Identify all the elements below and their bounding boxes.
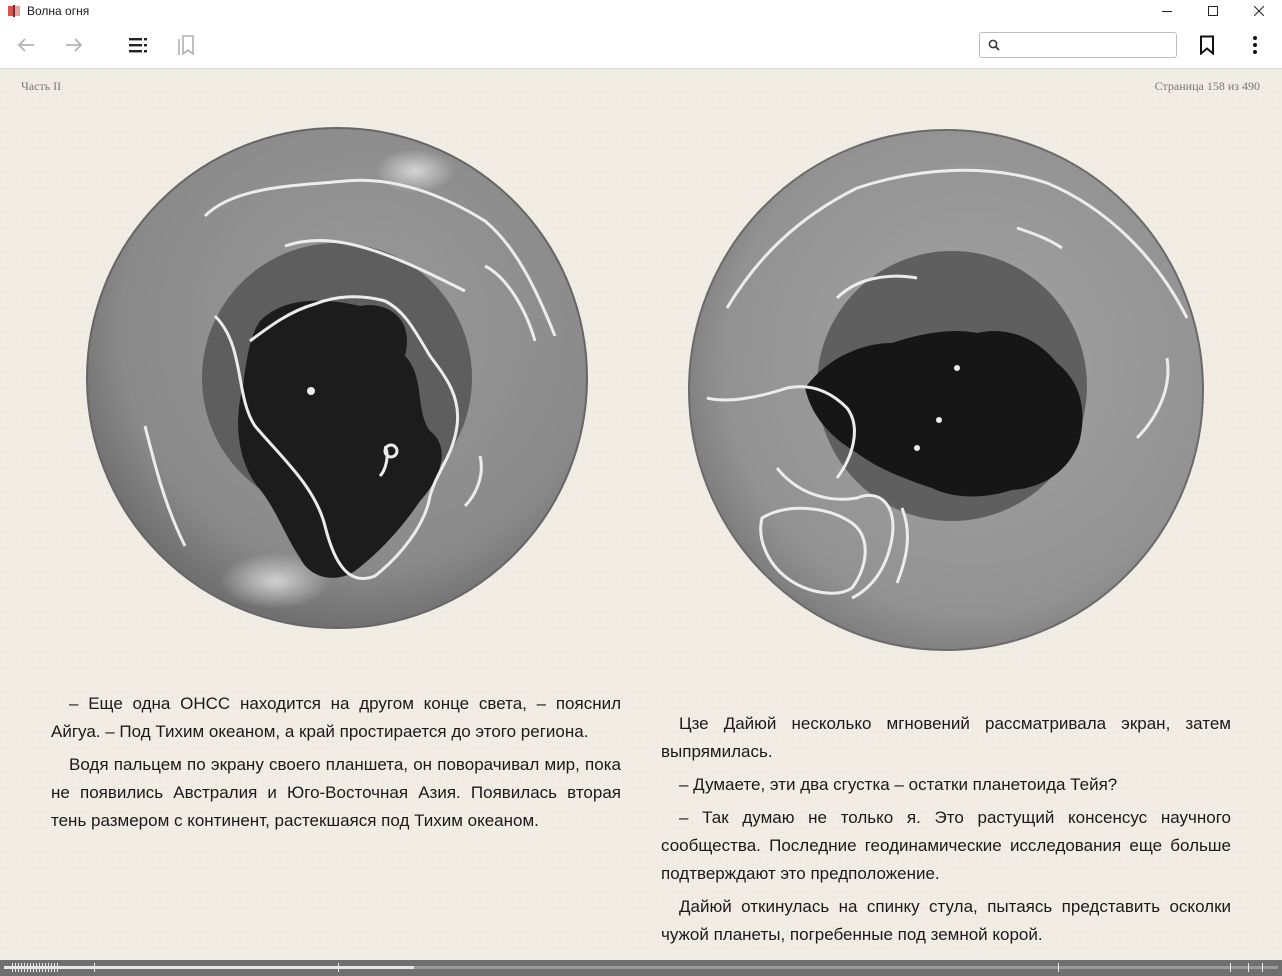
chapter-tick[interactable] [39, 963, 40, 972]
book-page[interactable] [0, 70, 1282, 960]
chapter-tick[interactable] [36, 963, 37, 972]
paragraph: Цзе Дайюй несколько мгновений рассматривала экран, затем выпрямилась. [661, 714, 1231, 761]
back-button[interactable] [11, 30, 41, 60]
text-column-left [51, 690, 621, 840]
forward-button[interactable] [59, 30, 89, 60]
close-button[interactable] [1236, 0, 1282, 22]
reading-progress-bar[interactable] [0, 960, 1282, 976]
app-book-icon [7, 4, 21, 18]
chapter-tick[interactable] [48, 963, 49, 972]
window-title: Волна огня [27, 4, 90, 18]
search-icon [988, 39, 1000, 51]
paragraph: Дайюй откинулась на спинку стула, пытаясь представить осколки чужой планеты, погребенные под земной корой. [661, 897, 1231, 944]
running-header-section: Часть II [21, 79, 62, 93]
chapter-tick[interactable] [15, 963, 16, 972]
close-icon [1254, 6, 1264, 16]
globe-illustration-africa [85, 126, 589, 630]
chapter-tick[interactable] [1248, 963, 1249, 972]
maximize-button[interactable] [1190, 0, 1236, 22]
chapter-tick[interactable] [42, 963, 43, 972]
text-column-right [661, 710, 1231, 954]
minimize-button[interactable] [1144, 0, 1190, 22]
minimize-icon [1162, 6, 1172, 16]
reader-toolbar [0, 22, 1282, 69]
more-vertical-icon [1252, 35, 1258, 55]
chapter-tick[interactable] [12, 963, 13, 972]
arrow-left-icon [16, 35, 36, 55]
paragraph: – Так думаю не только я. Это растущий консенсус научного сообщества. Последние геодинамические исследования еще больше подтверждают это предположение. [661, 808, 1231, 883]
chapter-tick[interactable] [1058, 963, 1059, 972]
title-bar [0, 0, 1282, 22]
chapter-tick[interactable] [24, 963, 25, 972]
chapter-tick[interactable] [57, 963, 58, 972]
chapter-tick[interactable] [18, 963, 19, 972]
toc-list-icon [128, 36, 150, 54]
chapter-tick[interactable] [51, 963, 52, 972]
chapter-tick[interactable] [33, 963, 34, 972]
paragraph: – Еще одна ОНСС находится на другом конце света, – пояснил Айгуа. – Под Тихим океаном, а край простирается до этого региона. [51, 694, 621, 741]
bookmark-icon [1199, 35, 1215, 55]
chapter-tick[interactable] [21, 963, 22, 972]
search-input[interactable] [1004, 34, 1172, 56]
chapter-tick[interactable] [338, 963, 339, 972]
bookmarks-list-button[interactable] [171, 30, 201, 60]
add-bookmark-button[interactable] [1192, 30, 1222, 60]
more-menu-button[interactable] [1240, 30, 1270, 60]
page-indicator: Страница 158 из 490 [1154, 79, 1260, 93]
search-field[interactable] [979, 32, 1177, 58]
maximize-icon [1208, 6, 1218, 16]
chapter-tick[interactable] [30, 963, 31, 972]
chapter-tick[interactable] [45, 963, 46, 972]
bookmarks-icon [176, 34, 196, 56]
paragraph: Водя пальцем по экрану своего планшета, он поворачивал мир, пока не появились Австралия и Юго-Восточная Азия. Появилась вторая тень размером с континент, растекшаяся под Тихим океаном. [51, 755, 621, 830]
arrow-right-icon [64, 35, 84, 55]
paragraph: – Думаете, эти два сгустка – остатки планетоида Тейя? [679, 775, 1118, 794]
globe-illustration-pacific [687, 128, 1205, 652]
chapter-tick[interactable] [27, 963, 28, 972]
chapter-tick[interactable] [54, 963, 55, 972]
chapter-tick[interactable] [1230, 963, 1231, 972]
chapter-tick[interactable] [1262, 963, 1263, 972]
chapter-tick[interactable] [94, 963, 95, 972]
progress-fill [4, 966, 414, 969]
table-of-contents-button[interactable] [124, 30, 154, 60]
